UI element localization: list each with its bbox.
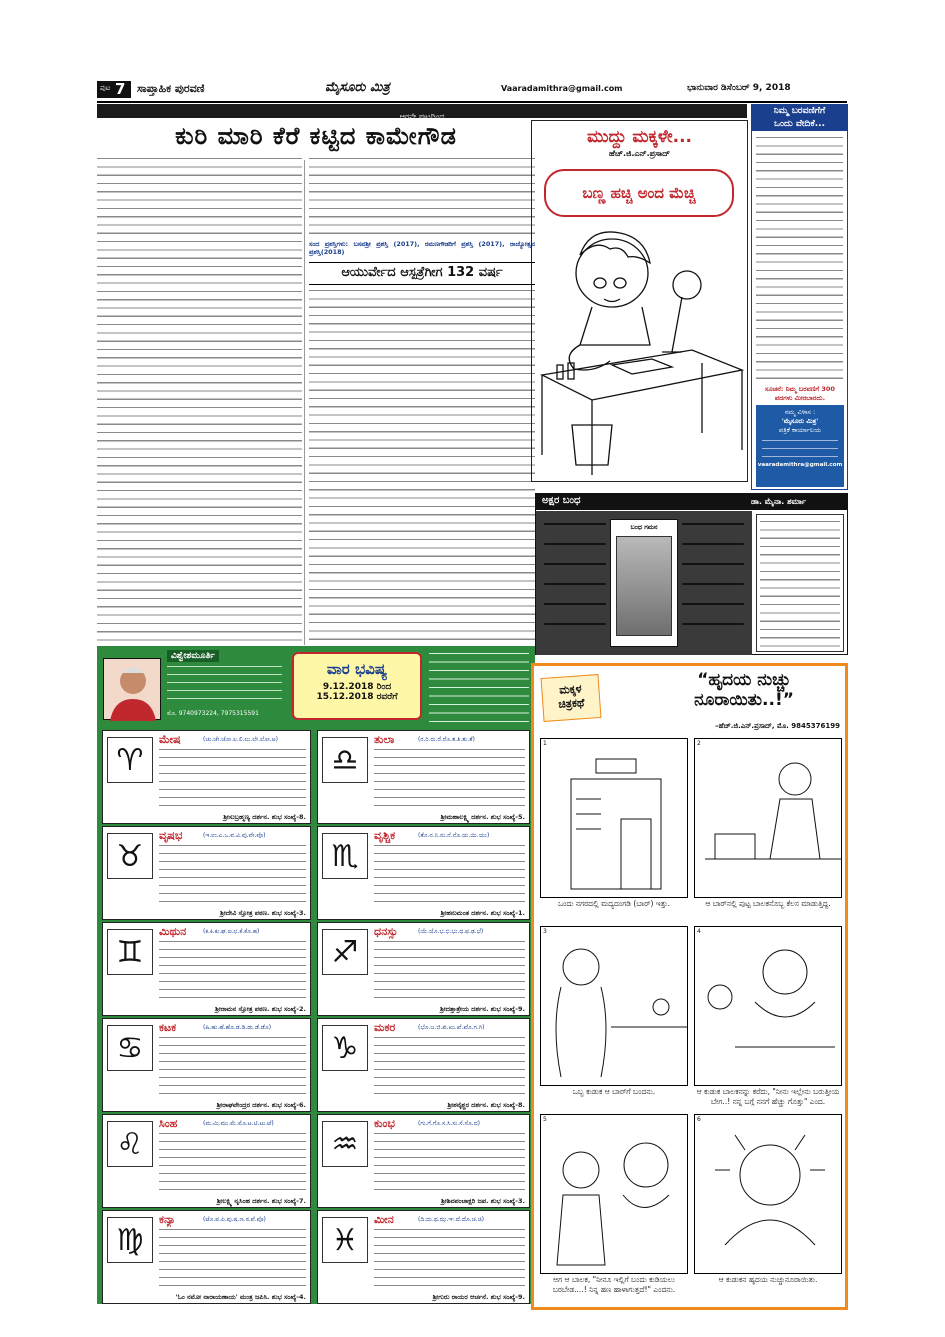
platform-title-line1: ನಿಮ್ಮ ಬರವಣಿಗೆಗೆ bbox=[773, 106, 826, 116]
comic-panel: 4 bbox=[694, 926, 842, 1086]
sign-box bbox=[102, 922, 311, 1016]
sign-remedy: ಶ್ರೀಶನೈಶ್ಚರ ದರ್ಶನ. ಶುಭ ಸಂಖ್ಯೆ-8. bbox=[322, 1101, 525, 1110]
puzzle-slot[interactable] bbox=[682, 543, 744, 545]
sign-letters: (ಹಿ.ಹು.ಹೆ.ಹೊ.ಡ.ಡಿ.ಡು.ಡೆ.ಡೊ) bbox=[203, 1024, 272, 1031]
section-name: ಸಾಪ್ತಾಹಿಕ ಪುರವಣಿ bbox=[137, 82, 205, 95]
article-title: ಕುರಿ ಮಾರಿ ಕೆರೆ ಕಟ್ಟಿದ ಕಾಮೇಗೌಡ bbox=[175, 122, 457, 150]
horoscope-grid bbox=[97, 726, 535, 1304]
puzzle-slot[interactable] bbox=[682, 563, 744, 565]
comic-panel: 3 bbox=[540, 926, 688, 1086]
platform-address-box bbox=[756, 405, 844, 487]
comic-byline: –ಹೆಚ್.ಜಿ.ಎನ್.ಪ್ರಸಾದ್, ಮೊ. 9845376199 bbox=[715, 722, 840, 730]
comic-label-line1: ಮಕ್ಕಳ bbox=[558, 682, 583, 697]
sign-remedy: ಶ್ರೀರಾಮನ ಸ್ತೋತ್ರ ಪಠಣ. ಶುಭ ಸಂಖ್ಯೆ-2. bbox=[107, 1005, 306, 1014]
header-rule bbox=[97, 101, 847, 103]
sign-name: ಸಿಂಹ bbox=[159, 1117, 178, 1130]
sign-letters: (ದಿ.ದು.ಥ.ಝ.ಞ.ದೆ.ದೊ.ಚ.ಚಿ) bbox=[418, 1216, 484, 1223]
sign-letters: (ಇ.ಉ.ಎ.ಒ.ವ.ವಿ.ವು.ವೇ.ವೊ) bbox=[203, 832, 266, 839]
sign-box bbox=[317, 922, 530, 1016]
sign-remedy: ಶ್ರೀದತ್ತಾತ್ರೇಯ ದರ್ಶನ. ಶುಭ ಸಂಖ್ಯೆ-9. bbox=[322, 1005, 525, 1014]
header-date: ಭಾನುವಾರ ಡಿಸೆಂಬರ್ 9, 2018 bbox=[687, 83, 791, 93]
sagittarius-archer-icon: ♐ bbox=[322, 929, 368, 975]
sign-name: ಕನ್ಯಾ bbox=[159, 1213, 176, 1226]
sign-remedy: 'ಓಂ ನಮೋ ನಾರಾಯಣಾಯ' ಮಂತ್ರ ಜಪಿಸಿ. ಶುಭ ಸಂಖ್ಯೆ-4. bbox=[107, 1293, 306, 1302]
astrologer-name: ವಿಶ್ವೇಶಮೂರ್ತಿ bbox=[167, 650, 219, 662]
kids-corner bbox=[531, 120, 748, 482]
horoscope-range-2: 15.12.2018 ರವರೆಗೆ bbox=[316, 692, 398, 702]
sign-box bbox=[317, 730, 530, 824]
platform-note bbox=[754, 385, 846, 403]
taurus-bull-icon: ♉ bbox=[107, 833, 153, 879]
sign-letters: (ತೊ.ನ.ನಿ.ನು.ನೆ.ನೊ.ಯ.ಯಿ.ಯು) bbox=[418, 832, 490, 839]
comic-title bbox=[644, 670, 844, 710]
ayurveda-article bbox=[309, 262, 535, 646]
continuation-text: ಆರನೇ ಪುಟದಿಂದ bbox=[399, 112, 445, 121]
aquarius-pot-icon: ♒ bbox=[322, 1121, 368, 1167]
page-number: 7 bbox=[115, 80, 126, 98]
page-header bbox=[97, 79, 847, 101]
comic-drawing bbox=[541, 739, 687, 897]
gemini-twins-icon: ♊ bbox=[107, 929, 153, 975]
puzzle-header bbox=[536, 494, 847, 510]
sign-box bbox=[317, 1114, 530, 1208]
sign-name: ಧನಸ್ಸು bbox=[374, 925, 398, 938]
puzzle-slot[interactable] bbox=[544, 523, 606, 525]
sign-letters: (ಟೊ.ಪ.ಪಿ.ಪು.ಷ.ಣ.ಠ.ಪೆ.ಪೊ) bbox=[203, 1216, 266, 1223]
sign-name: ಮಕರ bbox=[374, 1021, 396, 1034]
coloring-banner bbox=[544, 169, 734, 217]
puzzle-slot[interactable] bbox=[544, 543, 606, 545]
puzzle-grid-area bbox=[536, 511, 752, 655]
comic-drawing bbox=[541, 1115, 687, 1273]
capricorn-crocodile-icon: ♑ bbox=[322, 1025, 368, 1071]
comic-title-line1: “ಹೃದಯ ನುಚ್ಚು bbox=[697, 670, 791, 690]
sign-name: ವೃಷಭ bbox=[159, 829, 183, 842]
address-label: ನಮ್ಮ ವಿಳಾಸ : bbox=[784, 408, 816, 416]
sign-remedy: ಶ್ರೀಹನುಮಂತ ದರ್ಶನ. ಶುಭ ಸಂಖ್ಯೆ-1. bbox=[322, 909, 525, 918]
comic-caption: ಆ ಕುಡುಕ ಬಾಲಕನನ್ನು ಕರೆದು, "ನೀನು ಇಲ್ಲೇನು ಬರುತ್ತೀಯ ಬೇಗ..! ನನ್ನ ಬಗ್ಗೆ ನನಗೆ ಹೆಚ್ಚು ಗೊತ್ತು" ಎಂದ. bbox=[696, 1087, 840, 1106]
comic-label-line2: ಚಿತ್ರಕಥೆ bbox=[557, 696, 585, 711]
sign-remedy: ಶ್ರೀದೇವಿ ಸ್ತೋತ್ರ ಪಠಣ. ಶುಭ ಸಂಖ್ಯೆ-3. bbox=[107, 909, 306, 918]
sign-remedy: ಶ್ರೀರಾಘವೇಂದ್ರರ ದರ್ಶನ. ಶುಭ ಸಂಖ್ಯೆ-6. bbox=[107, 1101, 306, 1110]
sign-box bbox=[317, 1018, 530, 1112]
scorpio-scorpion-icon: ♏ bbox=[322, 833, 368, 879]
puzzle-slot[interactable] bbox=[682, 523, 744, 525]
ayurveda-title: ಆಯುರ್ವೇದ ಆಸ್ಪತ್ರೆಗೀಗ 132 ವರ್ಷ bbox=[341, 265, 503, 280]
continuation-banner bbox=[97, 104, 747, 121]
kids-corner-title: ಮುದ್ದು ಮಕ್ಕಳೇ... bbox=[586, 127, 693, 147]
sign-box bbox=[102, 730, 311, 824]
astrologer-phone: ಮೊ. 9740973224, 7975315591 bbox=[167, 710, 259, 717]
sign-box bbox=[102, 1114, 311, 1208]
sign-letters: (ಚು.ಚೇ.ಚೋ.ಲ.ಲಿ.ಲು.ಲೇ.ಲೋ.ಅ) bbox=[203, 736, 278, 743]
comic-caption: ಒಂದು ನಗರದಲ್ಲಿ ಮದ್ಯದಂಗಡಿ (ಬಾರ್) ಇತ್ತು. bbox=[557, 899, 671, 908]
sign-box bbox=[317, 1210, 530, 1304]
writing-platform-box bbox=[751, 104, 848, 490]
puzzle-photo bbox=[616, 536, 672, 636]
sign-name: ಕುಂಭ bbox=[374, 1117, 395, 1130]
person-icon bbox=[104, 659, 162, 721]
comic-strip bbox=[531, 663, 848, 1310]
comic-caption: ಆ ಬಾರ್‌ನಲ್ಲಿ ಪುಟ್ಟ ಬಾಲಕನೊಬ್ಬ ಕೆಲಸ ಮಾಡುತ್ತಿದ್ದ. bbox=[705, 899, 831, 908]
puzzle-center-label: ಬಂಧ ಗಮನ bbox=[630, 523, 658, 531]
page-number-badge bbox=[97, 81, 131, 98]
sign-letters: (ಗು.ಗೆ.ಗೊ.ಸ.ಸಿ.ಸು.ಸೆ.ಸೊ.ದ) bbox=[418, 1120, 480, 1127]
comic-drawing bbox=[695, 1115, 841, 1273]
puzzle-slot[interactable] bbox=[544, 603, 606, 605]
kids-corner-author: ಹೆಚ್.ಜಿ.ಎನ್.ಪ್ರಸಾದ್ bbox=[609, 149, 670, 158]
comic-panel: 2 bbox=[694, 738, 842, 898]
puzzle-slot[interactable] bbox=[544, 623, 606, 625]
sign-box bbox=[102, 1210, 311, 1304]
libra-scales-icon: ♎ bbox=[322, 737, 368, 783]
horoscope-range-1: 9.12.2018 ರಿಂದ bbox=[322, 682, 392, 692]
coloring-banner-text: ಬಣ್ಣ ಹಚ್ಚಿ ಅಂದ ಮೆಚ್ಚಿ bbox=[582, 184, 696, 202]
platform-note-line2: ಪದಗಳು ಮೀರಬಾರದು. bbox=[774, 394, 826, 402]
comic-caption: ಆ ಕುಡುಕನ ಹೃದಯ ನುಚ್ಚುನೂರಾಯಿತು. bbox=[718, 1275, 818, 1284]
puzzle-slot[interactable] bbox=[682, 603, 744, 605]
sign-name: ಕಟಕ bbox=[159, 1021, 177, 1034]
leo-lion-icon: ♌ bbox=[107, 1121, 153, 1167]
article-refs: ಸಂದ ಪ್ರಶಸ್ತಿಗಳು: ಬಸವಶ್ರೀ ಪ್ರಶಸ್ತಿ (2017), ರಮಣಗೌಡರಿಗೆ ಪ್ರಶಸ್ತಿ (2017), ರಾಜ್ಯೋತ್ಸವ ಪ್ರಶಸ್ತಿ(2018) bbox=[309, 240, 535, 257]
sign-box bbox=[102, 1018, 311, 1112]
header-email: Vaaradamithra@gmail.com bbox=[501, 84, 623, 93]
comic-title-line2: ನೂರಾಯಿತು..!” bbox=[694, 690, 794, 710]
platform-title-bar bbox=[752, 105, 847, 131]
aries-ram-icon: ♈ bbox=[107, 737, 153, 783]
sign-letters: (ಮ.ಮಿ.ಮು.ಮೆ.ಮೊ.ಟ.ಟಿ.ಟು.ಟೆ) bbox=[203, 1120, 274, 1127]
article-column-1 bbox=[97, 156, 302, 643]
sign-letters: (ಭೊ.ಜ.ಜಿ.ಖಿ.ಖು.ಖೆ.ಖೊ.ಗ.ಗಿ) bbox=[418, 1024, 485, 1031]
puzzle-slot[interactable] bbox=[682, 583, 744, 585]
puzzle-center-box bbox=[610, 519, 678, 647]
sign-remedy: ಶ್ರೀಲಕ್ಷ್ಮಿ ನೃಸಿಂಹ ದರ್ಶನ. ಶುಭ ಸಂಖ್ಯೆ-7. bbox=[107, 1197, 306, 1206]
akshara-bandha-puzzle bbox=[535, 493, 848, 655]
sign-remedy: ಶ್ರೀಶಿವಪಂಚಾಕ್ಷರಿ ಜಪ. ಶುಭ ಸಂಖ್ಯೆ-3. bbox=[322, 1197, 525, 1206]
sign-name: ಮೇಷ bbox=[159, 733, 181, 746]
horoscope-header bbox=[292, 652, 422, 720]
comic-caption: ಆಗ ಆ ಬಾಲಕ, "ನೀನೂ ಇಲ್ಲಿಗೆ ಬಂದು ಕುಡಿಯಲು ಬರಬೇಡ....! ನಿನ್ನ ಹಣ ಹಾಳಾಗುತ್ತದೆ!" ಎಂದನು. bbox=[552, 1275, 676, 1294]
puzzle-slot[interactable] bbox=[682, 623, 744, 625]
address-name-line1: 'ಮೈಸೂರು ಮಿತ್ರ' bbox=[781, 417, 819, 425]
comic-panel: 6 bbox=[694, 1114, 842, 1274]
comic-drawing bbox=[695, 927, 841, 1085]
astrologer-strip bbox=[97, 646, 535, 726]
sign-remedy: ಶ್ರೀಗುರು ರಾಯರ ಆರ್ಚನೆ. ಶುಭ ಸಂಖ್ಯೆ-9. bbox=[322, 1293, 525, 1302]
pisces-fish-icon: ♓ bbox=[322, 1217, 368, 1263]
comic-panel: 1 bbox=[540, 738, 688, 898]
puzzle-title: ಅಕ್ಷರ ಬಂಧ bbox=[542, 495, 581, 506]
sign-name: ವೃಶ್ಚಿಕ bbox=[374, 829, 396, 842]
address-name-line2: ಪತ್ರಿಕೆ ಕಾರ್ಯಾಲಯ bbox=[778, 426, 822, 434]
comic-caption: ಒಬ್ಬ ಕುಡುಕ ಆ ಬಾರ್‌ಗೆ ಬಂದನು. bbox=[572, 1087, 656, 1096]
comic-drawing bbox=[695, 739, 841, 897]
page-label: ಪುಟ bbox=[100, 84, 111, 92]
platform-note-line1: ಸೂಚನೆ: ನಿಮ್ಮ ಬರವಣಿಗೆ 300 bbox=[765, 385, 835, 393]
sign-letters: (ಕ.ಕಿ.ಕು.ಘ.ಙ.ಛ.ಕೆ.ಕೊ.ಹ) bbox=[203, 928, 260, 935]
sign-box bbox=[102, 826, 311, 920]
comic-panel: 5 bbox=[540, 1114, 688, 1274]
coloring-illustration bbox=[532, 225, 747, 480]
comic-label bbox=[541, 674, 602, 722]
address-email[interactable]: vaaradamithra@gmail.com bbox=[757, 462, 843, 468]
sign-letters: (ರ.ರಿ.ರು.ರೆ.ರೊ.ತ.ತಿ.ತು.ತೆ) bbox=[418, 736, 475, 743]
horoscope-title: ವಾರ ಭವಿಷ್ಯ bbox=[326, 660, 388, 678]
sign-name: ಮಿಥುನ bbox=[159, 925, 187, 938]
sign-letters: (ಯೆ.ಯೊ.ಭ.ಭಿ.ಭು.ಧ.ಫ.ಢ.ಭೆ) bbox=[418, 928, 484, 935]
platform-title-line2: ಒಂದು ವೇದಿಕೆ... bbox=[773, 119, 826, 129]
sign-remedy: ಶ್ರೀಸುಬ್ರಹ್ಮಣ್ಯ ದರ್ಶನ. ಶುಭ ಸಂಖ್ಯೆ-8. bbox=[107, 813, 306, 822]
astrologer-photo bbox=[103, 658, 161, 720]
puzzle-clue-list bbox=[756, 514, 844, 652]
masthead-logo: ಮೈಸೂರು ಮಿತ್ರ bbox=[325, 80, 390, 95]
comic-drawing bbox=[541, 927, 687, 1085]
sign-box bbox=[317, 826, 530, 920]
cancer-crab-icon: ♋ bbox=[107, 1025, 153, 1071]
sign-name: ತುಲಾ bbox=[374, 733, 395, 746]
sign-remedy: ಶ್ರೀಮಹಾಲಕ್ಷ್ಮಿ ದರ್ಶನ. ಶುಭ ಸಂಖ್ಯೆ-5. bbox=[322, 813, 525, 822]
puzzle-slot[interactable] bbox=[544, 563, 606, 565]
sign-name: ಮೀನ bbox=[374, 1213, 394, 1226]
puzzle-slot[interactable] bbox=[544, 583, 606, 585]
column-divider bbox=[304, 160, 305, 645]
puzzle-author: ಡಾ. ಮೈನಾ. ಶರ್ಮಾ bbox=[751, 497, 807, 506]
virgo-maiden-icon: ♍ bbox=[107, 1217, 153, 1263]
